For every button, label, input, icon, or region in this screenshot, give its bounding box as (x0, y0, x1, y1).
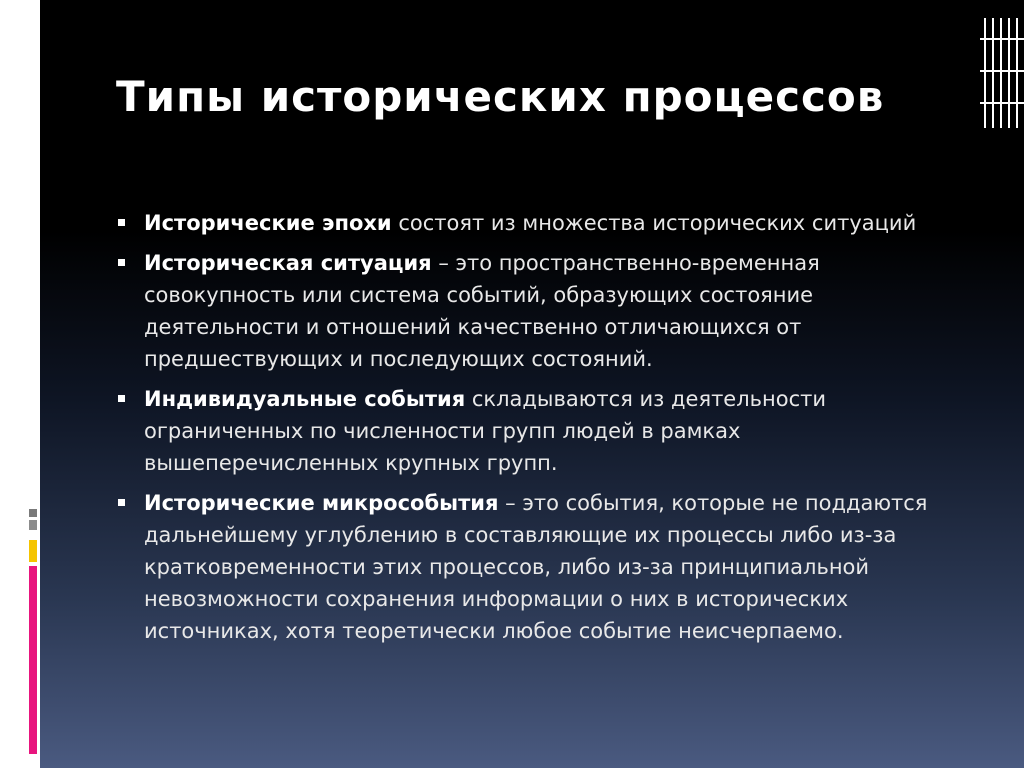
slide (40, 0, 1024, 768)
accent-gray-block-2 (29, 520, 37, 530)
accent-yellow-block (29, 540, 37, 562)
bullet-text: складываются из деятельности ограниченных по численности групп людей в рамках вышеперечисленных крупных групп. (144, 387, 827, 475)
bullet-item (114, 487, 974, 647)
bullet-item (114, 247, 974, 375)
left-margin-strip (0, 0, 40, 768)
bullet-square-icon (118, 395, 125, 402)
bullet-square-icon (118, 499, 125, 506)
bullet-term: Исторические эпохи (144, 211, 392, 235)
bullet-item (114, 207, 974, 239)
bullet-square-icon (118, 259, 125, 266)
bullet-list (114, 207, 974, 655)
bullet-text: – это события, которые не поддаются дальнейшему углублению в составляющие их процессы либо из-за кратковременности этих процессов, либо из-за принципиальной невозможности сохранения информации о них в исторических источниках, хотя теоретически любое событие неисчерпаемо. (144, 491, 928, 643)
bullet-term: Исторические микрособытия (144, 491, 499, 515)
bullet-item (114, 383, 974, 479)
accent-gray-block (29, 509, 37, 517)
bullet-text: состоят из множества исторических ситуаций (391, 211, 917, 235)
bullet-term: Историческая ситуация (144, 251, 432, 275)
corner-decoration (980, 18, 1024, 128)
slide-title: Типы исторических процессов (116, 72, 885, 121)
accent-pink-bar (29, 566, 37, 754)
bullet-text: – это пространственно-временная совокупность или система событий, образующих состояние деятельности и отношений качественно отличающихся от предшествующих и последующих состояний. (144, 251, 820, 371)
bullet-term: Индивидуальные события (144, 387, 466, 411)
bullet-square-icon (118, 219, 125, 226)
